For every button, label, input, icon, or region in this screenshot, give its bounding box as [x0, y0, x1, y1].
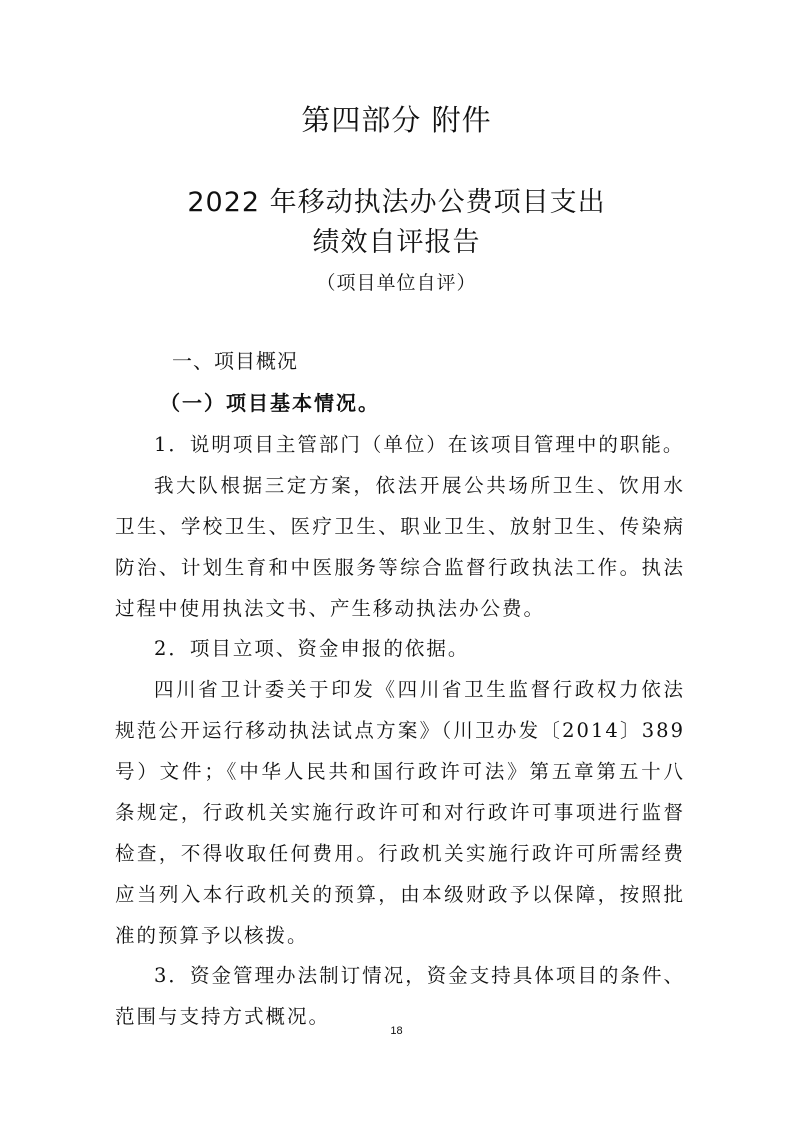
part-title: 第四部分 附件	[301, 103, 492, 137]
report-title-line1: 2022 年移动执法办公费项目支出	[187, 187, 606, 218]
item-1-text	[115, 424, 685, 465]
section-heading-overview: 一、项目概况	[172, 349, 298, 373]
subsection-heading-basic-info: （一）项目基本情况。	[160, 391, 380, 415]
paragraph-1-text: 我大队根据三定方案，依法开展公共场所卫生、饮用水卫生、学校卫生、医疗卫生、职业卫生、放射卫生、传染病防治、计划生育和中医服务等综合监督行政执法工作。执法过程中使用执法文书、产生移动执法办公费。	[115, 474, 685, 620]
item-2-label: 2．项目立项、资金申报的依据。	[154, 637, 470, 660]
item-3-label: 3．资金管理办法制订情况，资金支持具体项目的条件、范围与支持方式概况。	[115, 964, 685, 1028]
item-2-text	[115, 628, 685, 669]
paragraph-2	[115, 669, 685, 956]
paragraph-1	[115, 465, 685, 629]
page-number: 18	[390, 1025, 403, 1037]
item-1-label: 1．说明项目主管部门（单位）在该项目管理中的职能。	[154, 433, 685, 456]
paragraph-2-text: 四川省卫计委关于印发《四川省卫生监督行政权力依法规范公开运行移动执法试点方案》（川卫办发〔2014〕389号）文件；《中华人民共和国行政许可法》第五章第五十八条规定，行政机关实施行政许可和对行政许可事项进行监督检查，不得收取任何费用。行政机关实施行政许可所需经费应当列入本行政机关的预算，由本级财政予以保障，按照批准的预算予以核拨。	[115, 678, 685, 947]
report-subtitle: （项目单位自评）	[316, 272, 477, 294]
report-title-line2: 绩效自评报告	[312, 227, 481, 258]
